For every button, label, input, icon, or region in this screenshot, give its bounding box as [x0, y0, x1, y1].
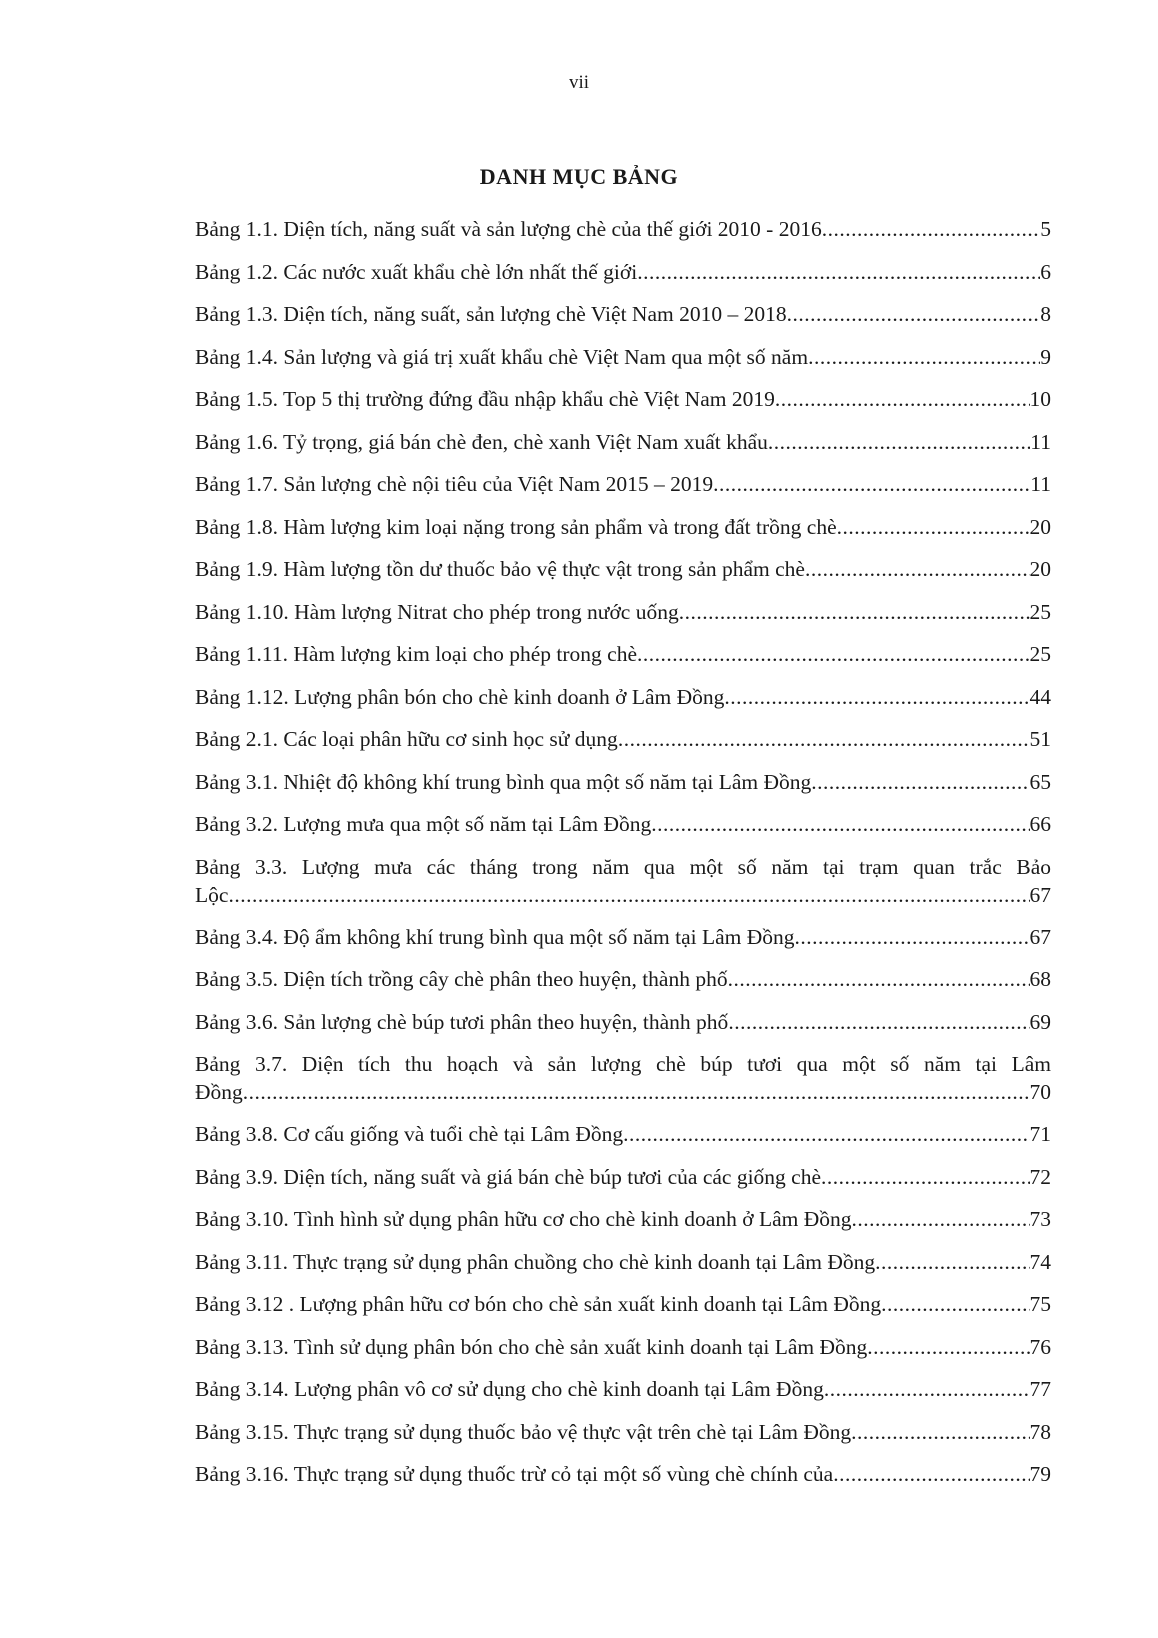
toc-entry-title: Bảng 3.4. Độ ẩm không khí trung bình qua một số năm tại Lâm Đồng — [195, 924, 795, 949]
toc-entry-title: Bảng 1.5. Top 5 thị trường đứng đầu nhập khẩu chè Việt Nam 2019 — [195, 387, 775, 411]
toc-entry-title-continued: Đồng — [195, 1080, 243, 1104]
toc-entry[interactable] — [195, 343, 1051, 386]
dot-leader — [833, 1460, 1029, 1488]
toc-entry[interactable] — [195, 513, 1051, 556]
toc-entry-title: Bảng 1.10. Hàm lượng Nitrat cho phép trong nước uống — [195, 599, 679, 624]
dot-leader — [881, 1290, 1029, 1318]
dot-leader — [228, 881, 1029, 909]
toc-entry-page: 78 — [1029, 1419, 1051, 1444]
toc-entry-title: Bảng 1.11. Hàm lượng kim loại cho phép trong chè — [195, 642, 637, 666]
dot-leader — [637, 258, 1040, 286]
toc-entry-title: Bảng 3.2. Lượng mưa qua một số năm tại Lâm Đồng — [195, 812, 652, 836]
dot-leader — [795, 923, 1030, 951]
toc-entry[interactable] — [195, 1050, 1051, 1120]
toc-entry[interactable] — [195, 965, 1051, 1008]
toc-entry-title: Bảng 1.12. Lượng phân bón cho chè kinh doanh ở Lâm Đồng — [195, 684, 725, 709]
toc-entry-page: 76 — [1029, 1334, 1051, 1359]
dot-leader — [651, 810, 1029, 838]
toc-entry-title: Bảng 3.13. Tình sử dụng phân bón cho chè sản xuất kinh doanh tại Lâm Đồng — [195, 1334, 868, 1359]
dot-leader — [243, 1078, 1030, 1106]
toc-entry[interactable] — [195, 683, 1051, 726]
toc-entry-page: 20 — [1029, 557, 1051, 581]
toc-entry[interactable] — [195, 598, 1051, 641]
toc-entry-title: Bảng 3.3. Lượng mưa các tháng trong năm qua một số năm tại trạm quan trắc Bảo — [195, 854, 1051, 879]
dot-leader — [867, 1333, 1029, 1361]
dot-leader — [808, 343, 1040, 371]
dot-leader — [775, 385, 1030, 413]
dot-leader — [851, 1418, 1029, 1446]
table-of-contents — [195, 215, 1051, 1503]
toc-entry[interactable] — [195, 1248, 1051, 1291]
toc-entry-page: 69 — [1029, 1009, 1051, 1034]
toc-entry-page: 73 — [1029, 1207, 1051, 1231]
toc-entry-page: 74 — [1029, 1249, 1051, 1274]
toc-entry-page: 51 — [1029, 727, 1051, 751]
dot-leader — [713, 470, 1030, 498]
toc-entry-page: 25 — [1029, 599, 1051, 624]
toc-entry[interactable] — [195, 725, 1051, 768]
toc-entry-title-continued: Lộc — [195, 882, 229, 907]
toc-entry-title: Bảng 3.5. Diện tích trồng cây chè phân theo huyện, thành phố — [195, 967, 728, 991]
toc-entry-page: 44 — [1029, 684, 1051, 709]
toc-entry[interactable] — [195, 1333, 1051, 1376]
dot-leader — [637, 640, 1030, 668]
toc-entry-page: 68 — [1029, 967, 1051, 991]
toc-entry[interactable] — [195, 1008, 1051, 1051]
toc-entry-page: 67 — [1029, 882, 1051, 907]
dot-leader — [821, 1163, 1029, 1191]
dot-leader — [824, 1375, 1030, 1403]
dot-leader — [811, 768, 1029, 796]
toc-entry-page: 11 — [1030, 472, 1051, 496]
toc-entry-title: Bảng 1.1. Diện tích, năng suất và sản lượng chè của thế giới 2010 - 2016 — [195, 217, 822, 241]
toc-entry-page: 5 — [1040, 217, 1051, 241]
dot-leader — [724, 683, 1029, 711]
toc-entry[interactable] — [195, 1460, 1051, 1503]
dot-leader — [852, 1205, 1030, 1233]
toc-entry[interactable] — [195, 300, 1051, 343]
toc-entry-title: Bảng 3.8. Cơ cấu giống và tuổi chè tại Lâm Đồng — [195, 1122, 624, 1146]
toc-entry[interactable] — [195, 258, 1051, 301]
toc-entry-page: 70 — [1029, 1080, 1051, 1104]
toc-entry-title: Bảng 3.15. Thực trạng sử dụng thuốc bảo vệ thực vật trên chè tại Lâm Đồng — [195, 1419, 852, 1444]
toc-entry-title: Bảng 3.12 . Lượng phân hữu cơ bón cho chè sản xuất kinh doanh tại Lâm Đồng — [195, 1292, 882, 1316]
toc-entry-page: 8 — [1040, 302, 1051, 326]
toc-entry[interactable] — [195, 470, 1051, 513]
dot-leader — [805, 555, 1030, 583]
toc-entry-title: Bảng 3.9. Diện tích, năng suất và giá bán chè búp tươi của các giống chè — [195, 1164, 822, 1189]
toc-entry-title: Bảng 3.14. Lượng phân vô cơ sử dụng cho chè kinh doanh tại Lâm Đồng — [195, 1377, 824, 1401]
toc-entry[interactable] — [195, 555, 1051, 598]
toc-entry-page: 72 — [1029, 1164, 1051, 1189]
toc-entry-page: 10 — [1029, 387, 1051, 411]
dot-leader — [875, 1248, 1029, 1276]
toc-entry[interactable] — [195, 1163, 1051, 1206]
toc-entry-title: Bảng 1.8. Hàm lượng kim loại nặng trong sản phẩm và trong đất trồng chè — [195, 514, 837, 539]
toc-entry[interactable] — [195, 1418, 1051, 1461]
toc-entry-title: Bảng 1.2. Các nước xuất khẩu chè lớn nhất thế giới — [195, 259, 638, 284]
toc-entry[interactable] — [195, 1290, 1051, 1333]
toc-entry[interactable] — [195, 1205, 1051, 1248]
toc-entry-page: 6 — [1040, 259, 1051, 284]
toc-entry[interactable] — [195, 385, 1051, 428]
toc-entry[interactable] — [195, 428, 1051, 471]
toc-entry-page: 75 — [1029, 1292, 1051, 1316]
dot-leader — [837, 513, 1030, 541]
toc-entry-title: Bảng 3.10. Tình hình sử dụng phân hữu cơ cho chè kinh doanh ở Lâm Đồng — [195, 1207, 852, 1231]
toc-entry[interactable] — [195, 923, 1051, 966]
toc-entry[interactable] — [195, 215, 1051, 258]
toc-entry-page: 20 — [1029, 514, 1051, 539]
page-number: vii — [568, 72, 590, 93]
toc-entry-page: 77 — [1029, 1377, 1051, 1401]
toc-entry-title: Bảng 3.6. Sản lượng chè búp tươi phân theo huyện, thành phố — [195, 1009, 729, 1034]
toc-entry-title: Bảng 3.16. Thực trạng sử dụng thuốc trừ cỏ tại một số vùng chè chính của — [195, 1462, 834, 1486]
toc-entry-page: 66 — [1029, 812, 1051, 836]
toc-entry-title: Bảng 1.7. Sản lượng chè nội tiêu của Việt Nam 2015 – 2019 — [195, 472, 714, 496]
dot-leader — [679, 598, 1030, 626]
toc-entry-title: Bảng 1.6. Tỷ trọng, giá bán chè đen, chè xanh Việt Nam xuất khẩu — [195, 429, 768, 454]
dot-leader — [623, 1120, 1029, 1148]
toc-entry-page: 71 — [1029, 1122, 1051, 1146]
toc-entry-title: Bảng 1.4. Sản lượng và giá trị xuất khẩu chè Việt Nam qua một số năm — [195, 344, 809, 369]
toc-entry-title: Bảng 3.7. Diện tích thu hoạch và sản lượng chè búp tươi qua một số năm tại Lâm — [195, 1052, 1051, 1076]
toc-entry[interactable] — [195, 640, 1051, 683]
toc-entry-page: 65 — [1029, 769, 1051, 794]
dot-leader — [728, 1008, 1029, 1036]
toc-entry-page: 25 — [1029, 642, 1051, 666]
toc-entry[interactable] — [195, 853, 1051, 923]
dot-leader — [787, 300, 1041, 328]
toc-entry[interactable] — [195, 768, 1051, 811]
dot-leader — [768, 428, 1030, 456]
dot-leader — [618, 725, 1030, 753]
page-title: DANH MỤC BẢNG — [479, 164, 679, 189]
toc-entry[interactable] — [195, 1120, 1051, 1163]
toc-entry-title: Bảng 2.1. Các loại phân hữu cơ sinh học sử dụng — [195, 727, 618, 751]
toc-entry[interactable] — [195, 810, 1051, 853]
toc-entry-page: 11 — [1030, 429, 1051, 454]
toc-entry-title: Bảng 1.9. Hàm lượng tồn dư thuốc bảo vệ thực vật trong sản phẩm chè — [195, 557, 805, 581]
toc-entry-title: Bảng 1.3. Diện tích, năng suất, sản lượng chè Việt Nam 2010 – 2018 — [195, 302, 787, 326]
toc-entry-page: 79 — [1029, 1462, 1051, 1486]
toc-entry-page: 67 — [1029, 924, 1051, 949]
dot-leader — [822, 215, 1041, 243]
toc-entry-title: Bảng 3.1. Nhiệt độ không khí trung bình qua một số năm tại Lâm Đồng — [195, 769, 812, 794]
toc-entry-page: 9 — [1040, 344, 1051, 369]
toc-entry-title: Bảng 3.11. Thực trạng sử dụng phân chuồng cho chè kinh doanh tại Lâm Đồng — [195, 1249, 876, 1274]
dot-leader — [728, 965, 1030, 993]
toc-entry[interactable] — [195, 1375, 1051, 1418]
